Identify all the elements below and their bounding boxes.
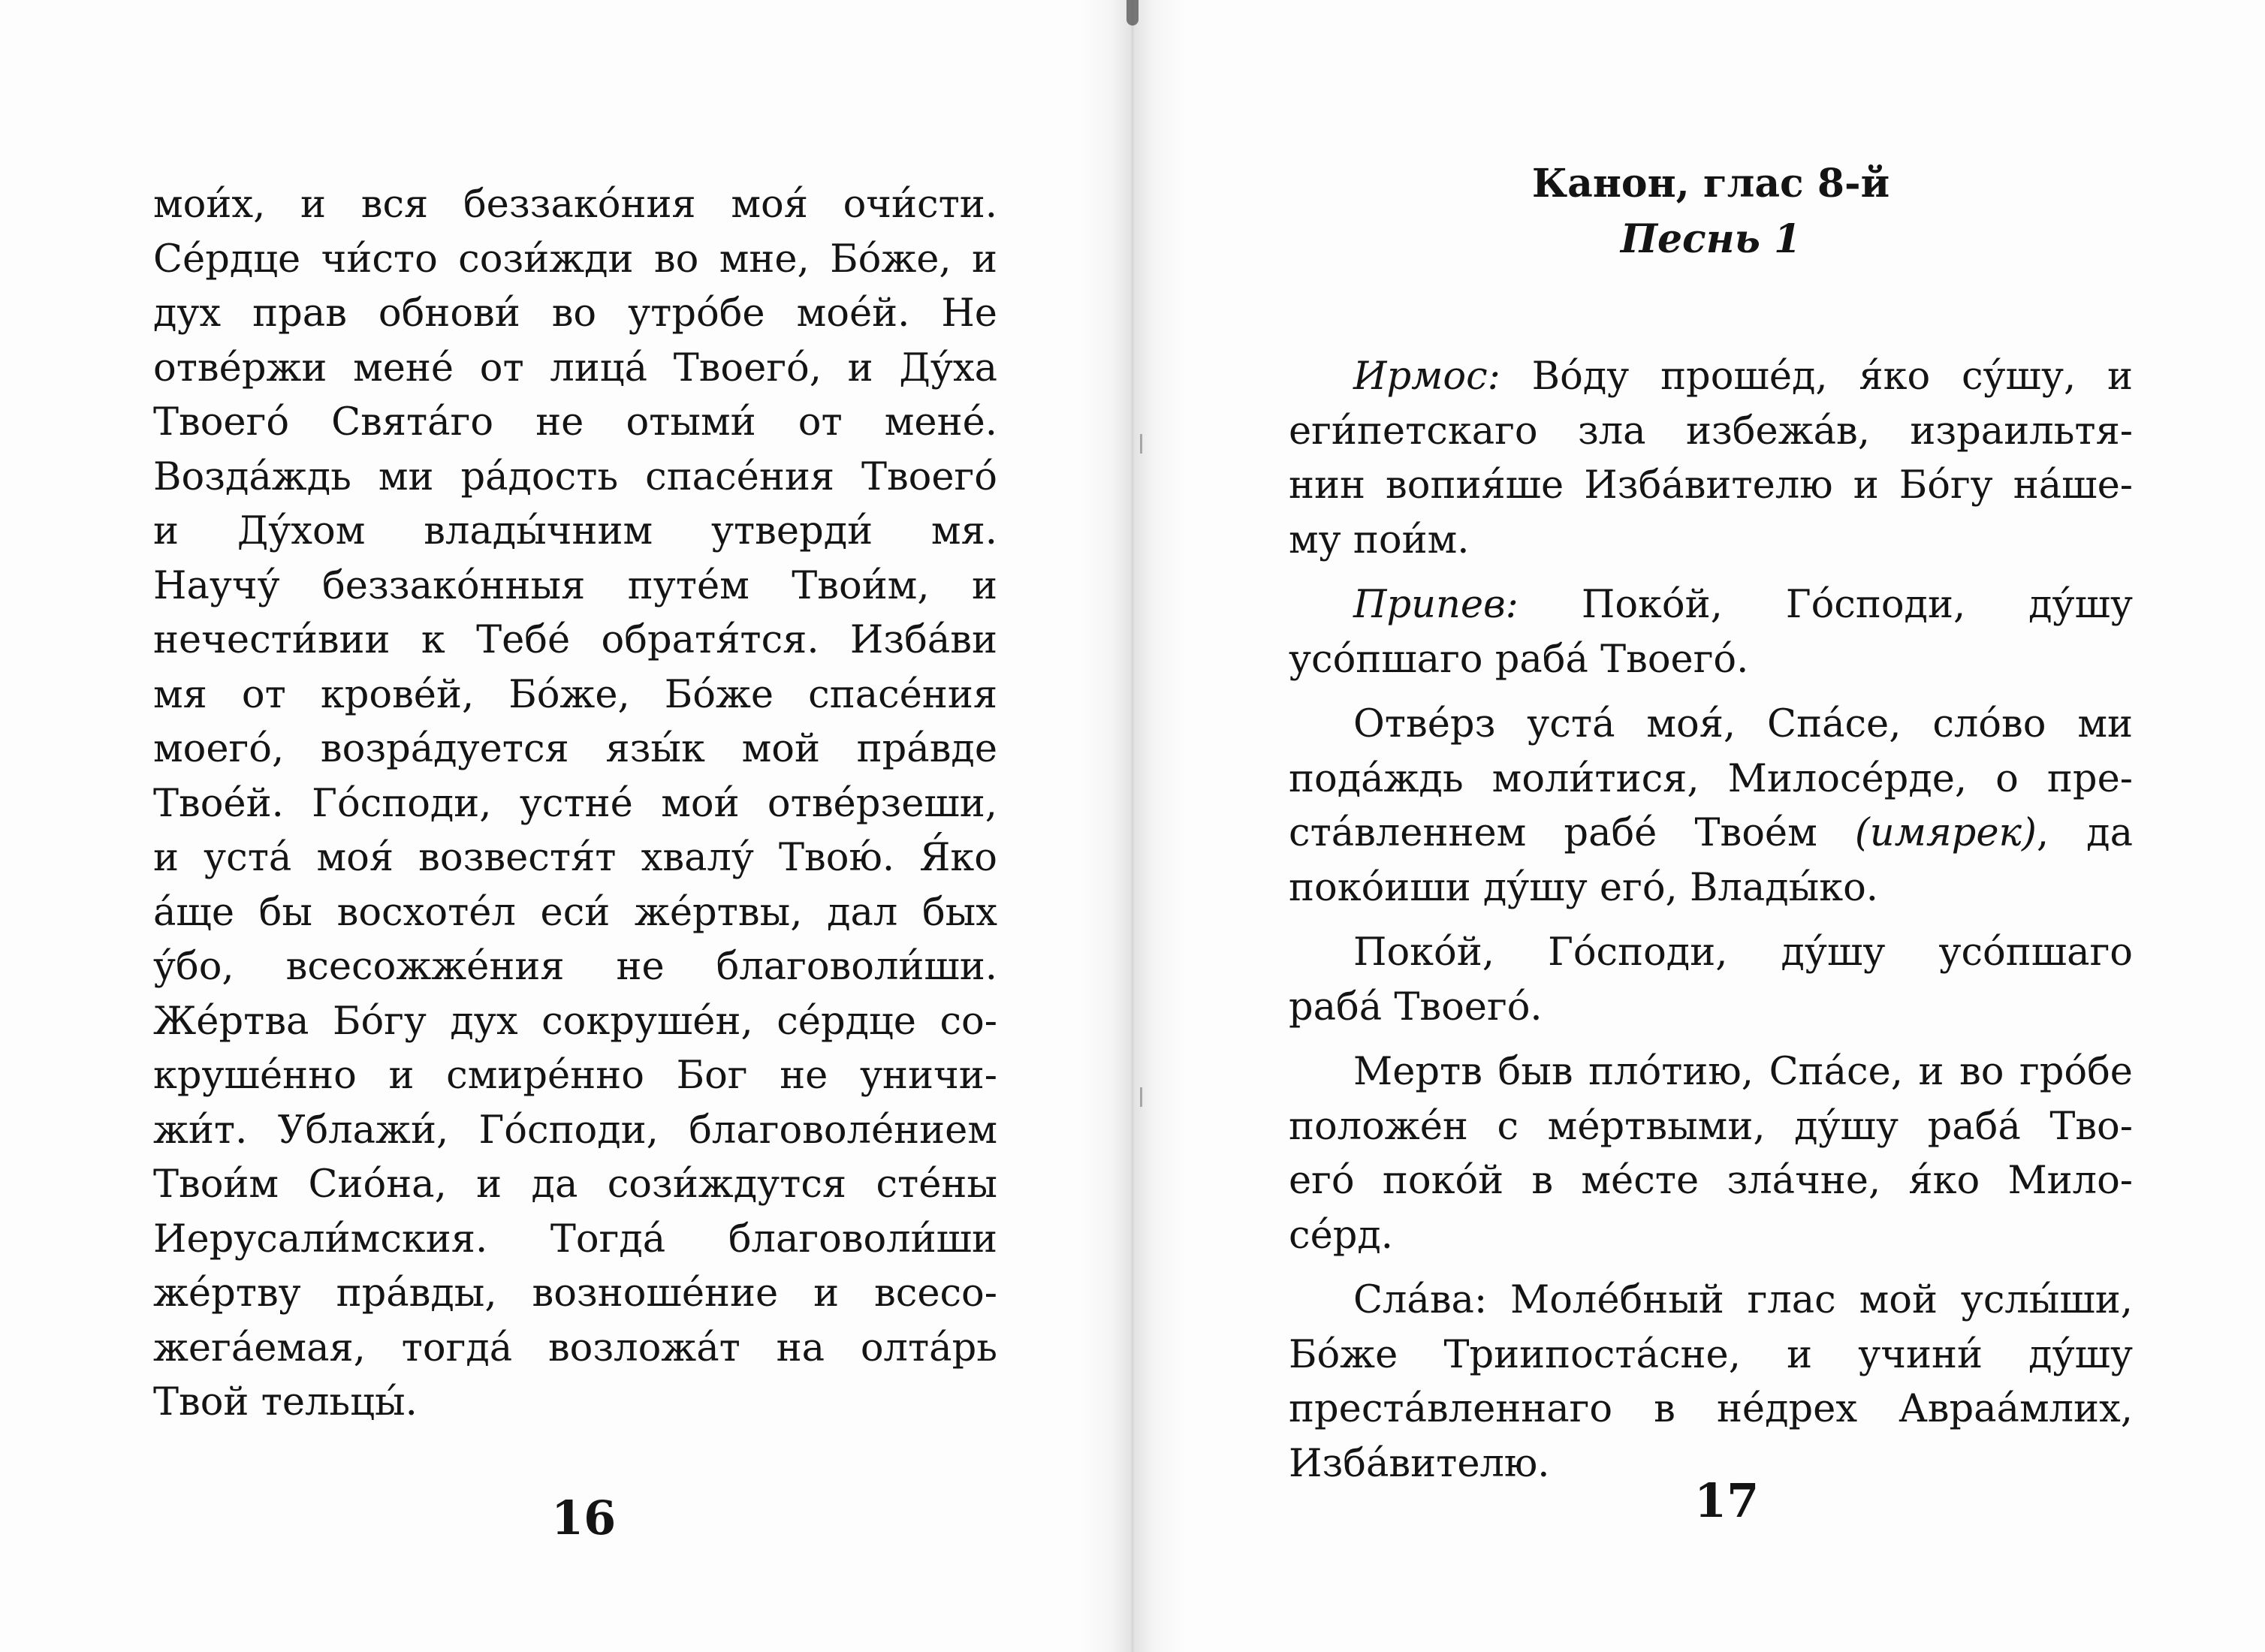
irmos-text: Во́ду проше́д, я́ко су́шу, и bbox=[1531, 354, 2133, 399]
refrain-text: Поко́й, Го́споди, ду́шу bbox=[1581, 583, 2133, 627]
irmos-label: Ирмос: bbox=[1353, 354, 1500, 399]
text-line: Иерусали́мския. Тогда́ благоволи́ши bbox=[153, 1216, 997, 1262]
page-number: 16 bbox=[551, 1491, 617, 1545]
glory-line: Бо́же Триипоста́сне, и учини́ ду́шу bbox=[1289, 1332, 2133, 1377]
text-line: а́ще бы восхоте́л еси́ же́ртвы, дал бых bbox=[153, 890, 997, 935]
troparion-line: положе́н с ме́ртвыми, ду́шу раба́ Тво- bbox=[1289, 1104, 2133, 1149]
text-line: Возда́ждь ми ра́дость спасе́ния Твоего́ bbox=[153, 454, 997, 499]
page-number: 17 bbox=[1694, 1473, 1760, 1528]
binding-spine-mark bbox=[1126, 0, 1139, 26]
irmos-line: еги́петскаго зла избежа́в, израильтя- bbox=[1289, 408, 2133, 454]
text-line: Твои́м Сио́на, и да сози́ждутся сте́ны bbox=[153, 1162, 997, 1207]
text-line: Твое́й. Го́споди, устне́ мои́ отве́рзеши, bbox=[153, 781, 997, 826]
glory-line: преста́вленнаго в не́дрех Авраа́млих, bbox=[1289, 1387, 2133, 1431]
troparion-line bbox=[1289, 806, 2133, 861]
text-line: Твой тельцы́. bbox=[153, 1380, 418, 1424]
text-line: Твоего́ Свята́го не отыми́ от мене́. bbox=[153, 400, 997, 445]
text-line: круше́нно и смире́нно Бог не уничи- bbox=[153, 1054, 997, 1098]
refrain-line: усо́пшаго раба́ Твоего́. bbox=[1289, 637, 1749, 682]
text-line: Же́ртва Бо́гу дух сокруше́н, се́рдце со- bbox=[153, 999, 997, 1044]
text-line: мои́х, и вся беззако́ния моя́ очи́сти. bbox=[153, 182, 997, 227]
right-page-text bbox=[1289, 350, 2133, 1491]
left-page bbox=[0, 0, 1126, 1652]
troparion-line: се́рд. bbox=[1289, 1213, 1394, 1258]
text-line: и Ду́хом влады́чним утверди́ мя. bbox=[153, 509, 997, 553]
canon-title: Канон, глас 8-й bbox=[1531, 161, 1890, 206]
name-placeholder: (имярек) bbox=[1854, 811, 2037, 855]
troparion-line: Отве́рз уста́ моя́, Спа́се, сло́во ми bbox=[1353, 702, 2133, 746]
text-line: у́бо, всесожже́ния не благоволи́ши. bbox=[153, 945, 997, 989]
troparion-line: поко́иши ду́шу его́, Влады́ко. bbox=[1289, 865, 1879, 910]
glory-line: Изба́вителю. bbox=[1289, 1441, 1550, 1486]
text-line: мя от крове́й, Бо́же, Бо́же спасе́ния bbox=[153, 672, 997, 717]
right-page bbox=[1139, 0, 2265, 1652]
text-line: жега́емая, тогда́ возложа́т на олта́рь bbox=[153, 1325, 997, 1370]
refrain-label: Припев: bbox=[1353, 583, 1519, 627]
irmos-line bbox=[1289, 350, 2133, 405]
troparion-line: пода́ждь моли́тися, Милосе́рде, о пре- bbox=[1289, 756, 2133, 801]
refrain-repeat-line: раба́ Твоего́. bbox=[1289, 984, 1543, 1029]
irmos-line: нин вопия́ше Изба́вителю и Бо́гу на́ше- bbox=[1289, 463, 2133, 508]
refrain-repeat-line: Поко́й, Го́споди, ду́шу усо́пшаго bbox=[1353, 930, 2133, 975]
refrain-line bbox=[1289, 578, 2133, 633]
troparion-line: Мертв быв пло́тию, Спа́се, и во гро́бе bbox=[1353, 1050, 2133, 1094]
text-line: моего́, возра́дуется язы́к мой пра́вде bbox=[153, 727, 997, 771]
troparion-text: , да bbox=[2036, 811, 2133, 855]
left-page-text bbox=[153, 178, 997, 1430]
text-line: Научу́ беззако́нныя путе́м Твои́м, и bbox=[153, 563, 997, 608]
troparion-text: ста́вленнем рабе́ Твое́м bbox=[1289, 811, 1855, 855]
text-line: нечести́вии к Тебе́ обратя́тся. Изба́ви bbox=[153, 618, 997, 662]
text-line: же́ртву пра́вды, возноше́ние и всесо- bbox=[153, 1271, 997, 1316]
troparion-line: его́ поко́й в ме́сте зла́чне, я́ко Мило- bbox=[1289, 1159, 2133, 1203]
text-line: и уста́ моя́ возвестя́т хвалу́ Твою́. Я́ко bbox=[153, 836, 997, 880]
text-line: жи́т. Ублажи́, Го́споди, благоволе́нием bbox=[153, 1108, 997, 1153]
text-line: дух прав обнови́ во утро́бе мое́й. Не bbox=[153, 291, 997, 336]
text-line: отве́ржи мене́ от лица́ Твоего́, и Ду́ха bbox=[153, 345, 997, 390]
song-title: Песнь 1 bbox=[1620, 216, 1802, 262]
text-line: Се́рдце чи́сто сози́жди во мне, Бо́же, и bbox=[153, 237, 997, 282]
irmos-line: му пои́м. bbox=[1289, 517, 1470, 562]
glory-line: Сла́ва: Моле́бный глас мой услы́ши, bbox=[1353, 1278, 2133, 1322]
